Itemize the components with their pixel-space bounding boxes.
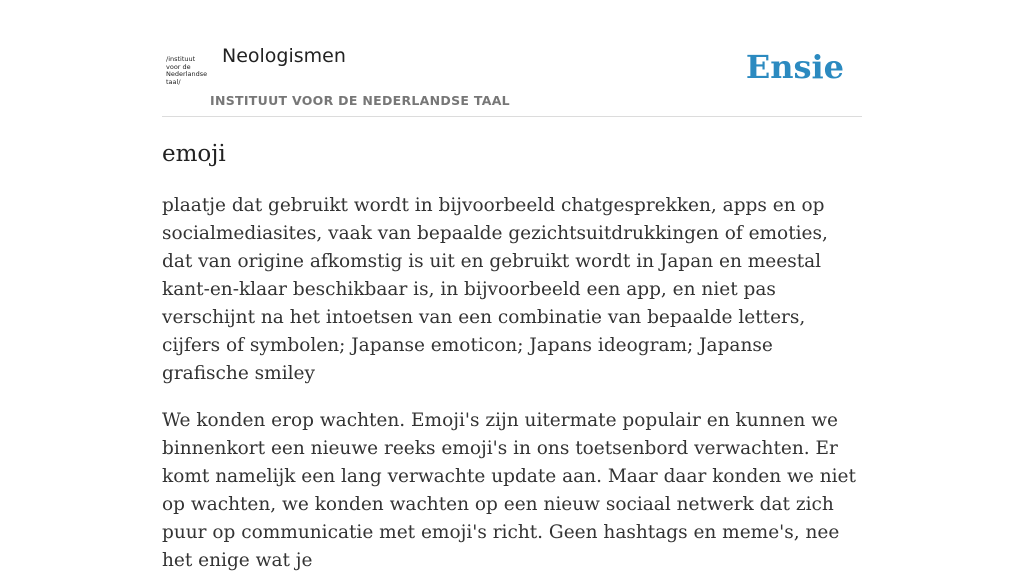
institute-name: INSTITUUT VOOR DE NEDERLANDSE TAAL — [210, 93, 510, 108]
entry-content — [162, 132, 862, 575]
logo-line: taal/ — [166, 77, 181, 86]
logo-line: voor de — [166, 62, 191, 71]
site-header — [162, 0, 862, 117]
logo-line: /instituut — [166, 55, 196, 63]
entry-example: We konden erop wachten. Emoji's zijn uitermate populair en kunnen we binnenkort een nieuwe reeks emoji's in ons toetsenbord verwachten. Er komt namelijk een lang verwachte update aan. Maar daar konden we niet op wachten, we konden wachten op een nieuw sociaal netwerk dat zich puur op communicatie met emoji's richt. Geen hashtags en meme's, nee het enige wat je — [162, 410, 856, 571]
brand-logo-link[interactable]: Ensie — [745, 48, 844, 86]
entry-headword: emoji — [162, 141, 226, 167]
logo-line: Nederlandse — [166, 70, 208, 78]
institute-logo[interactable] — [166, 56, 210, 90]
entry-definition: plaatje dat gebruikt wordt in bijvoorbeeld chatgesprekken, apps en op socialmediasites, vaak van bepaalde gezichtsuitdrukkingen of emoties, dat van origine afkomstig is uit en gebruikt wordt in Japan en meestal kant-en-klaar beschikbaar is, in bijvoorbeeld een app, en niet pas verschijnt na het intoetsen van een combinatie van bepaalde letters, cijfers of symbolen; Japanse emoticon; Japans ideogram; Japanse grafische smiley — [162, 195, 828, 384]
site-title[interactable]: Neologismen — [222, 45, 346, 67]
